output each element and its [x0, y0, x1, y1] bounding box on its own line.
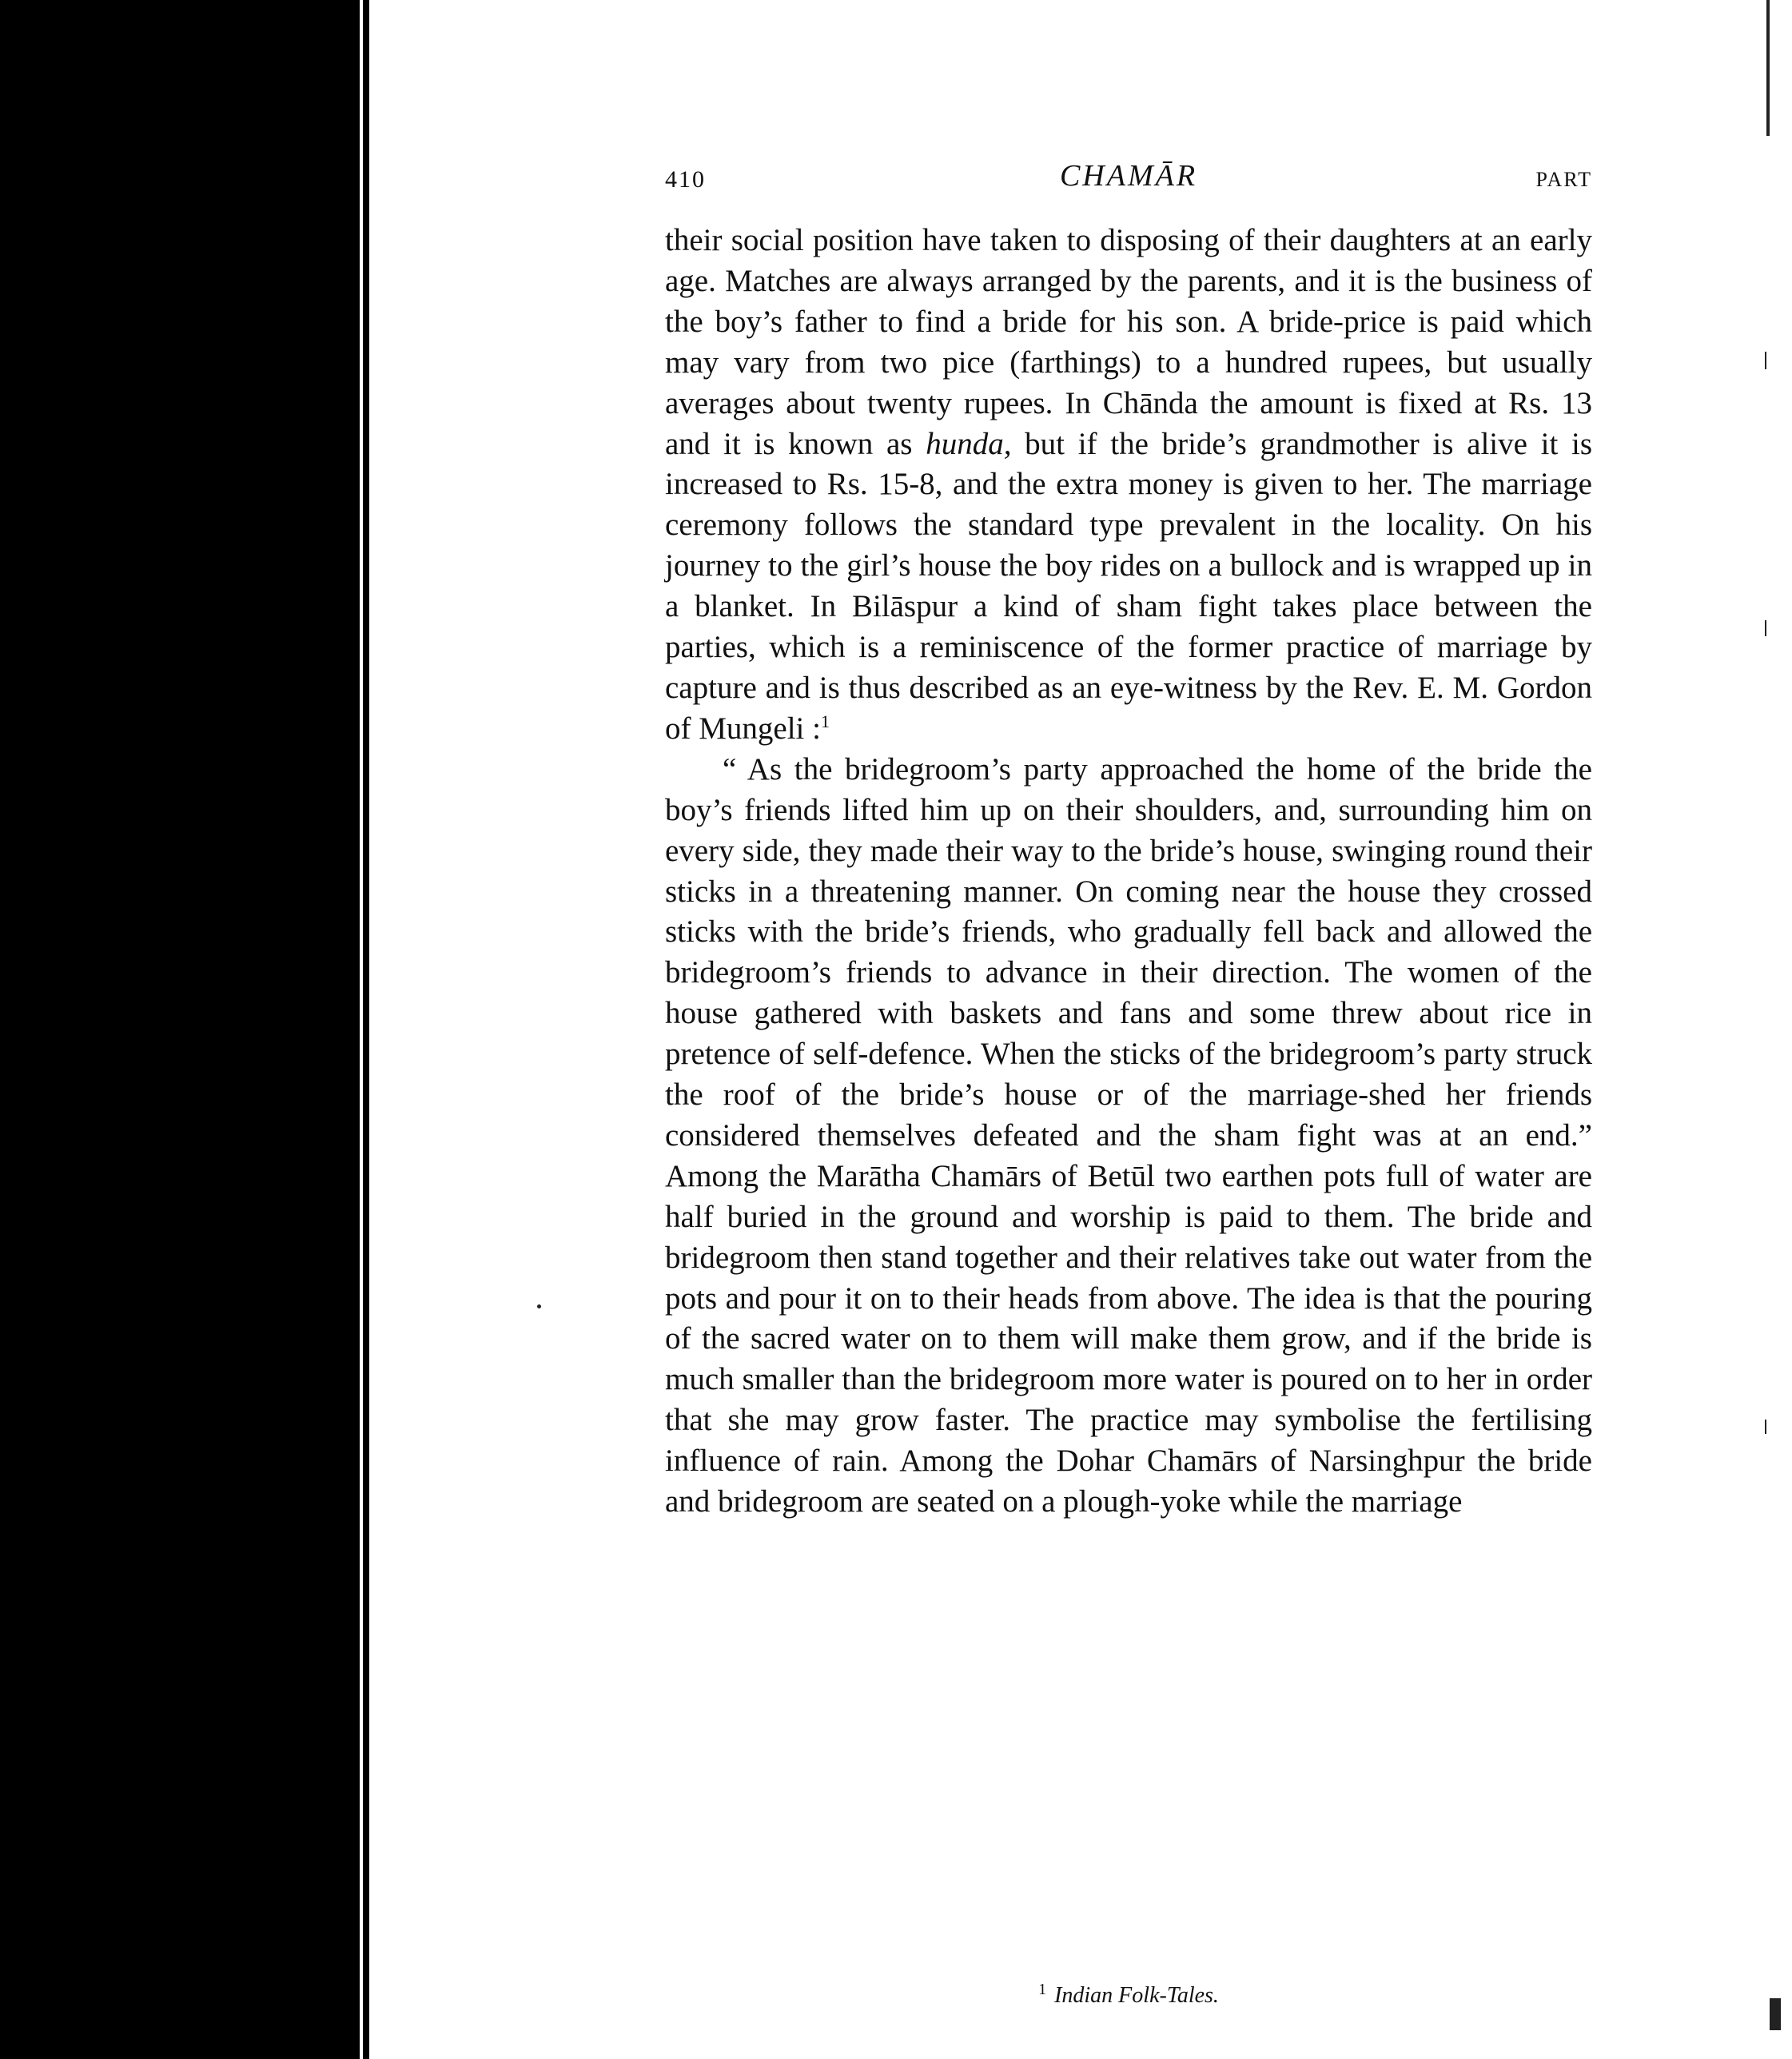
paragraph-text: but if the bride’s grandmother is alive it is increased to Rs. 15-8, and the extra money is given to her. The marriage ceremony follows the standard type prevalent in the locality. On his journey to the girl’s house the boy rides on a bullock and is wrapped up in a blanket. In Bilāspur a kind of sham fight takes place between the parties, which is a reminiscence of the former practice of marriage by capture and is thus described as an eye-witness by the Rev. E. M. Gordon of Mungeli :: [665, 426, 1593, 746]
footnote-source: Indian Folk-Tales.: [1054, 1983, 1219, 2008]
stray-dot: [537, 1304, 541, 1308]
paragraph-text: “ As the bridegroom’s party approached the home of the bride the boy’s friends lifted him up on their shoulders, and, surrounding him on every side, they made their way to the bride’s house, swinging round their sticks in a threatening manner. On coming near the house they crossed sticks with the bride’s friends, who gradually fell back and allowed the bridegroom’s friends to advance in their direction. The women of the house gathered with baskets and fans and some threw about rice in pretence of self-defence. When the sticks of the bridegroom’s party struck the roof of the bride’s house or of the marriage-shed her friends considered themselves defeated and the sham fight was at an end.” Among the Marātha Chamārs of Betūl two earthen pots full of water are half buried in the ground and worship is paid to them. The bride and bridegroom then stand together and their relatives take out water from the pots and pour it on to their heads from above. The idea is that the pouring of the sacred water on to them will make them grow, and if the bride is much smaller than the bridegroom more water is poured on to her in order that she may grow faster. The practice may symbolise the fertilising influence of rain. Among the Dohar Chamārs of Narsinghpur the bride and bridegroom are seated on a plough-yoke while the marriage: [665, 751, 1592, 1519]
part-label: PART: [1535, 168, 1592, 191]
footnote-reference[interactable]: 1: [820, 711, 830, 731]
binding-edge: [344, 0, 360, 2059]
page-number: 410: [665, 166, 706, 193]
footnote-mark: 1: [1038, 1981, 1047, 1998]
footnote-row: [665, 1981, 1592, 2009]
running-title: CHAMĀR: [1059, 159, 1198, 193]
paragraph-text: their social position have taken to disposing of their daughters at an early age. Matches are always arranged by the parents, and it is the business of the boy’s father to find a bride for his son. A bride-price is paid which may vary from two pice (farthings) to a hundred rupees, but usually averages about twenty rupees. In Chānda the amount is fixed at Rs. 13 and it is known as: [665, 223, 1592, 461]
paragraph: [665, 221, 1592, 750]
scan-mark: [1765, 352, 1766, 369]
scan-mark: [1765, 620, 1766, 636]
scan-mark: [1766, 0, 1770, 136]
scan-mark: [1770, 1998, 1781, 2030]
running-header: [665, 158, 1592, 198]
body-text: [665, 221, 1592, 1523]
binding-edge-inner: [363, 0, 369, 2059]
italic-term: hunda,: [926, 426, 1012, 461]
scan-mark: [1765, 1420, 1766, 1434]
binding-shadow: [0, 0, 344, 2059]
paragraph: [665, 750, 1592, 1523]
